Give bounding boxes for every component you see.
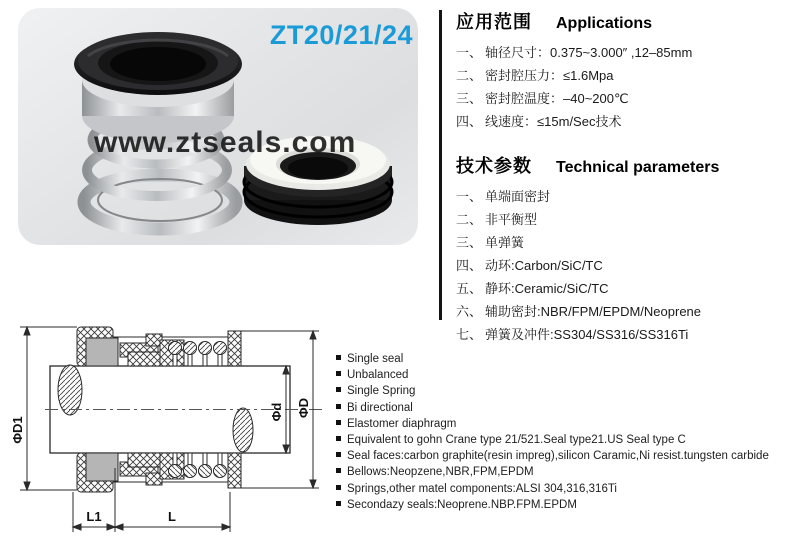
item-number: 三、 (456, 91, 483, 106)
item-number: 六、 (456, 304, 483, 319)
item-number: 二、 (456, 212, 483, 227)
feature-text: Seal faces:carbon graphite(resin impreg),silicon Caramic,Ni resist.tungsten carbide (347, 450, 769, 463)
watermark-text: www.ztseals.com (94, 126, 357, 159)
bullet-square-icon (336, 501, 341, 506)
item-text: 静环:Ceramic/SiC/TC (485, 281, 609, 296)
feature-text: Springs,other matel components:ALSI 304,316,316Ti (347, 482, 617, 495)
applications-header (456, 8, 800, 34)
item-text: 非平衡型 (485, 212, 538, 227)
model-title: ZT20/21/24 (269, 20, 413, 50)
item-text: 辅助密封:NBR/FPM/EPDM/Neoprene (485, 304, 702, 319)
item-text: 单端面密封 (485, 189, 551, 204)
feature-item (336, 481, 798, 497)
technical-title-zh: 技术参数 (456, 156, 532, 176)
list-item (456, 277, 800, 300)
item-number: 五、 (456, 281, 483, 296)
feature-text: Unbalanced (347, 369, 409, 382)
item-number: 一、 (456, 189, 483, 204)
dim-label-l1: L1 (86, 509, 102, 524)
shaft-break-left (58, 365, 82, 415)
technical-list (456, 185, 800, 346)
bullet-square-icon (336, 452, 341, 457)
list-item (456, 110, 800, 133)
product-photo-panel (18, 8, 418, 245)
feature-text: Bellows:Neopzene,NBR,FPM,EPDM (347, 466, 534, 479)
bullet-square-icon (336, 436, 341, 441)
feature-item (336, 432, 798, 448)
bullet-square-icon (336, 404, 341, 409)
list-item (456, 185, 800, 208)
item-number: 二、 (456, 68, 483, 83)
dim-label-d: Φd (269, 402, 284, 422)
bullet-square-icon (336, 387, 341, 392)
technical-header (456, 152, 800, 178)
list-item (456, 208, 800, 231)
technical-drawing (0, 298, 336, 555)
technical-title-en: Technical parameters (556, 159, 720, 176)
item-number: 四、 (456, 258, 483, 273)
feature-item (336, 367, 798, 383)
feature-item (336, 448, 798, 464)
feature-item (336, 416, 798, 432)
list-item (456, 323, 800, 346)
item-text: 密封腔压力：≤1.6Mpa (485, 68, 614, 83)
feature-item (336, 351, 798, 367)
bullet-square-icon (336, 355, 341, 360)
item-text: 轴径尺寸：0.375~3.000″ ,12–85mm (485, 45, 693, 60)
item-text: 单弹簧 (485, 235, 525, 250)
list-item (456, 87, 800, 110)
item-number: 三、 (456, 235, 483, 250)
dim-label-D: ΦD (296, 397, 311, 419)
feature-list (336, 351, 798, 513)
feature-text: Elastomer diaphragm (347, 417, 457, 430)
feature-item (336, 383, 798, 399)
list-item (456, 64, 800, 87)
applications-title-en: Applications (556, 15, 653, 32)
bullet-square-icon (336, 468, 341, 473)
item-number: 四、 (456, 114, 483, 129)
list-item (456, 300, 800, 323)
item-number: 一、 (456, 45, 483, 60)
seal-assembly-bottom (77, 453, 241, 492)
feature-item (336, 400, 798, 416)
feature-text: Bi directional (347, 401, 413, 414)
list-item (456, 231, 800, 254)
item-text: 密封腔温度：–40~200℃ (485, 91, 629, 106)
dim-label-l: L (168, 509, 176, 524)
applications-section (456, 8, 800, 133)
item-number: 七、 (456, 327, 483, 342)
item-text: 弹簧及冲件:SS304/SS316/SS316Ti (485, 327, 689, 342)
feature-item (336, 497, 798, 513)
list-item (456, 41, 800, 64)
item-text: 线速度：≤15m/Sec技术 (485, 114, 622, 129)
bullet-square-icon (336, 371, 341, 376)
shaft-break-right (233, 408, 253, 452)
bullet-square-icon (336, 420, 341, 425)
bullet-square-icon (336, 485, 341, 490)
feature-text: Single Spring (347, 385, 416, 398)
feature-text: Secondazy seals:Neoprene.NBP.FPM.EPDM (347, 498, 577, 511)
seal-assembly-top (77, 327, 241, 366)
item-text: 动环:Carbon/SiC/TC (485, 258, 603, 273)
applications-title-zh: 应用范围 (456, 12, 532, 32)
feature-text: Equivalent to gohn Crane type 21/521.Seal type21.US Seal type C (347, 434, 686, 447)
technical-section (456, 152, 800, 346)
spec-column (456, 8, 800, 346)
section-divider (439, 10, 442, 320)
feature-text: Single seal (347, 353, 404, 365)
applications-list (456, 41, 800, 133)
dim-label-d1: ΦD1 (10, 416, 25, 444)
feature-item (336, 464, 798, 480)
list-item (456, 254, 800, 277)
